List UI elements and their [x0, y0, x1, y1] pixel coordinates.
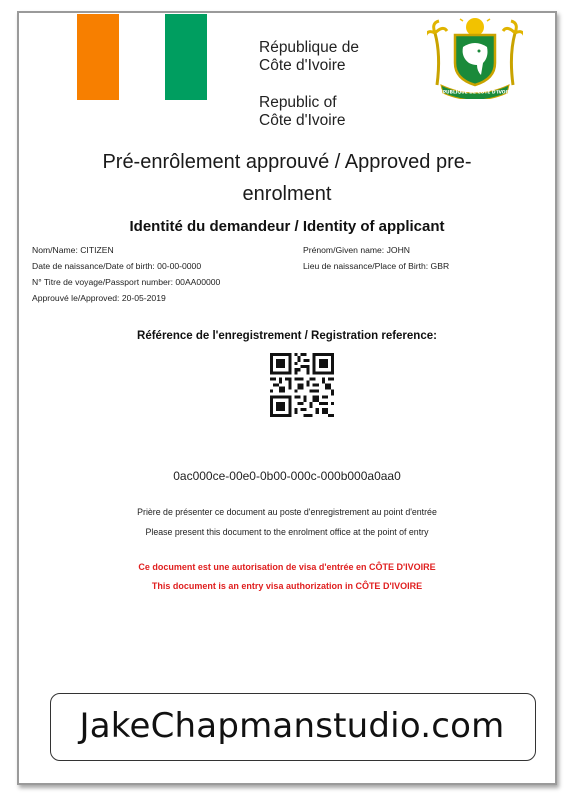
page-title: [19, 146, 555, 210]
republic-french-line2: Côte d'Ivoire: [259, 57, 346, 74]
visa-warning-english: This document is an entry visa authorization in CÔTE D'IVOIRE: [151, 581, 423, 591]
flag-white-band: [121, 14, 163, 100]
registration-reference-label: Référence de l'enregistrement / Registration reference:: [137, 330, 437, 342]
applicant-passport-number: N° Titre de voyage/Passport number: 00AA00000: [32, 277, 221, 287]
flag-orange-band: [77, 14, 119, 100]
page-title-line2: enrolment: [242, 183, 332, 205]
visa-warning-french: Ce document est une autorisation de visa d'entrée en CÔTE D'IVOIRE: [138, 562, 436, 572]
applicant-surname: Nom/Name: CITIZEN: [32, 245, 114, 255]
applicant-given-name: Prénom/Given name: JOHN: [303, 245, 410, 255]
instruction-french: Prière de présenter ce document au poste d'enregistrement au point d'entrée: [137, 507, 437, 517]
watermark-text: JakeChapmanstudio.com: [79, 706, 505, 746]
flag-green-band: [165, 14, 207, 100]
applicant-approved-date: Approuvé le/Approved: 20-05-2019: [32, 293, 166, 303]
republic-english-line2: Côte d'Ivoire: [259, 112, 346, 129]
registration-reference-value: 0ac000ce-00e0-0b00-000c-000b000a0aa0: [173, 469, 401, 483]
republic-english: [259, 94, 346, 130]
applicant-place-of-birth: Lieu de naissance/Place of Birth: GBR: [303, 261, 450, 271]
qr-code-icon: [270, 353, 334, 417]
republic-english-line1: Republic of: [259, 94, 337, 111]
republic-french-line1: République de: [259, 39, 359, 56]
document-page: [17, 11, 557, 785]
emblem-banner-text: RÉPUBLIQUE DE CÔTE D'IVOIRE: [436, 90, 514, 96]
applicant-section-heading: Identité du demandeur / Identity of applicant: [129, 218, 445, 235]
coat-of-arms-icon: [427, 15, 523, 99]
instruction-english: Please present this document to the enrolment office at the point of entry: [145, 527, 429, 537]
page-title-line1: Pré-enrôlement approuvé / Approved pre-: [102, 151, 472, 173]
applicant-date-of-birth: Date de naissance/Date of birth: 00-00-0000: [32, 261, 202, 271]
republic-french: [259, 39, 359, 75]
